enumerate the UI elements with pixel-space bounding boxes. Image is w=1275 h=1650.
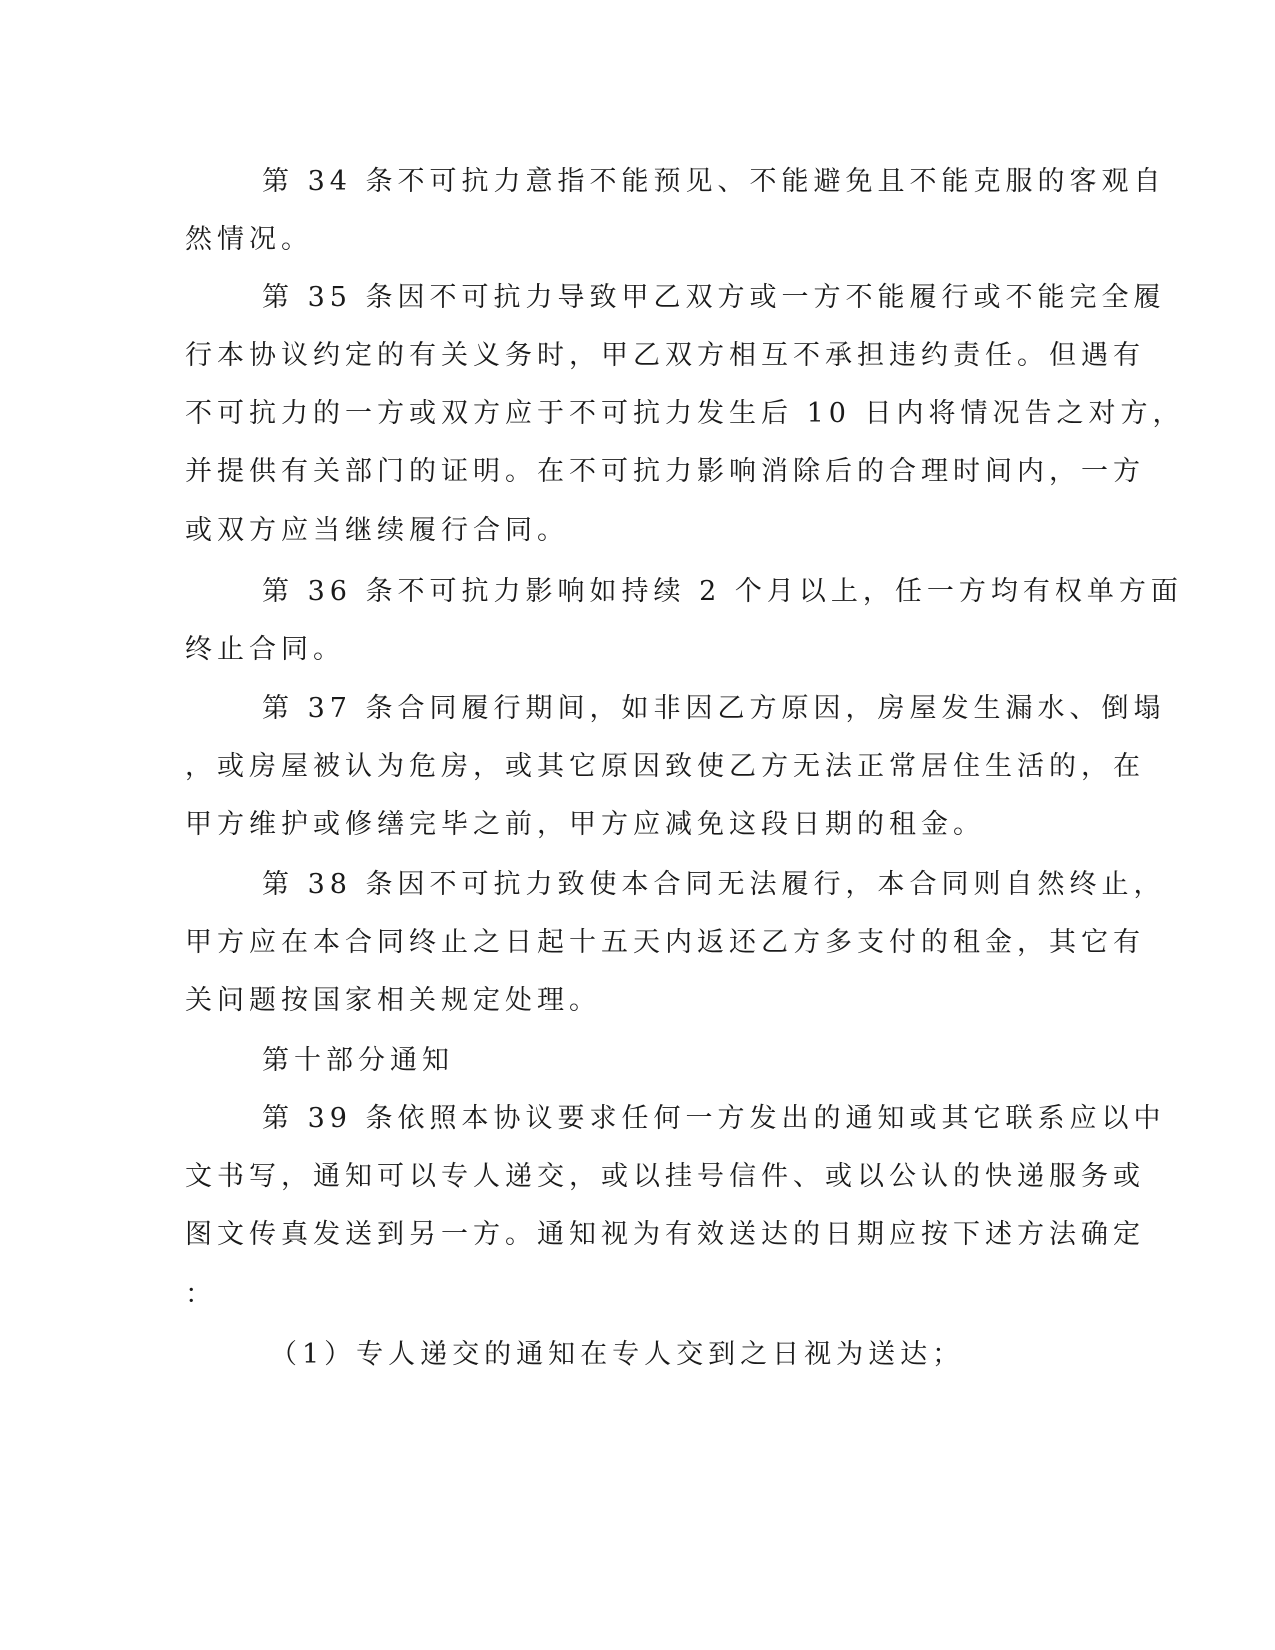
article-35-line-4: 并提供有关部门的证明。在不可抗力影响消除后的合理时间内，一方 [185,456,1145,487]
article-39-line-1: 第 39 条依照本协议要求任何一方发出的通知或其它联系应以中 [262,1103,1166,1134]
article-37-line-1: 第 37 条合同履行期间，如非因乙方原因，房屋发生漏水、倒塌 [262,693,1166,724]
article-35-line-5: 或双方应当继续履行合同。 [185,515,569,546]
article-38-line-1: 第 38 条因不可抗力致使本合同无法履行，本合同则自然终止， [262,869,1166,900]
article-37-line-3: 甲方维护或修缮完毕之前，甲方应减免这段日期的租金。 [185,809,985,840]
article-34-line-1: 第 34 条不可抗力意指不能预见、不能避免且不能克服的客观自 [262,166,1166,197]
article-35-line-3: 不可抗力的一方或双方应于不可抗力发生后 10 日内将情况告之对方， [185,398,1185,429]
article-35-line-1: 第 35 条因不可抗力导致甲乙双方或一方不能履行或不能完全履 [262,282,1166,313]
article-38-line-2: 甲方应在本合同终止之日起十五天内返还乙方多支付的租金，其它有 [185,927,1145,958]
article-36-line-1: 第 36 条不可抗力影响如持续 2 个月以上，任一方均有权单方面 [262,576,1183,607]
article-39-line-4: ： [185,1279,217,1310]
article-36-line-2: 终止合同。 [185,634,345,665]
article-34-line-2: 然情况。 [185,224,313,255]
article-39-line-3: 图文传真发送到另一方。通知视为有效送达的日期应按下述方法确定 [185,1219,1145,1250]
article-39-line-2: 文书写，通知可以专人递交，或以挂号信件、或以公认的快递服务或 [185,1161,1145,1192]
article-38-line-3: 关问题按国家相关规定处理。 [185,985,601,1016]
section-heading-notice: 第十部分通知 [262,1045,454,1076]
article-35-line-2: 行本协议约定的有关义务时，甲乙双方相互不承担违约责任。但遇有 [185,340,1145,371]
article-37-line-2: ，或房屋被认为危房，或其它原因致使乙方无法正常居住生活的，在 [185,751,1145,782]
notice-item-1: （1）专人递交的通知在专人交到之日视为送达； [270,1339,965,1370]
